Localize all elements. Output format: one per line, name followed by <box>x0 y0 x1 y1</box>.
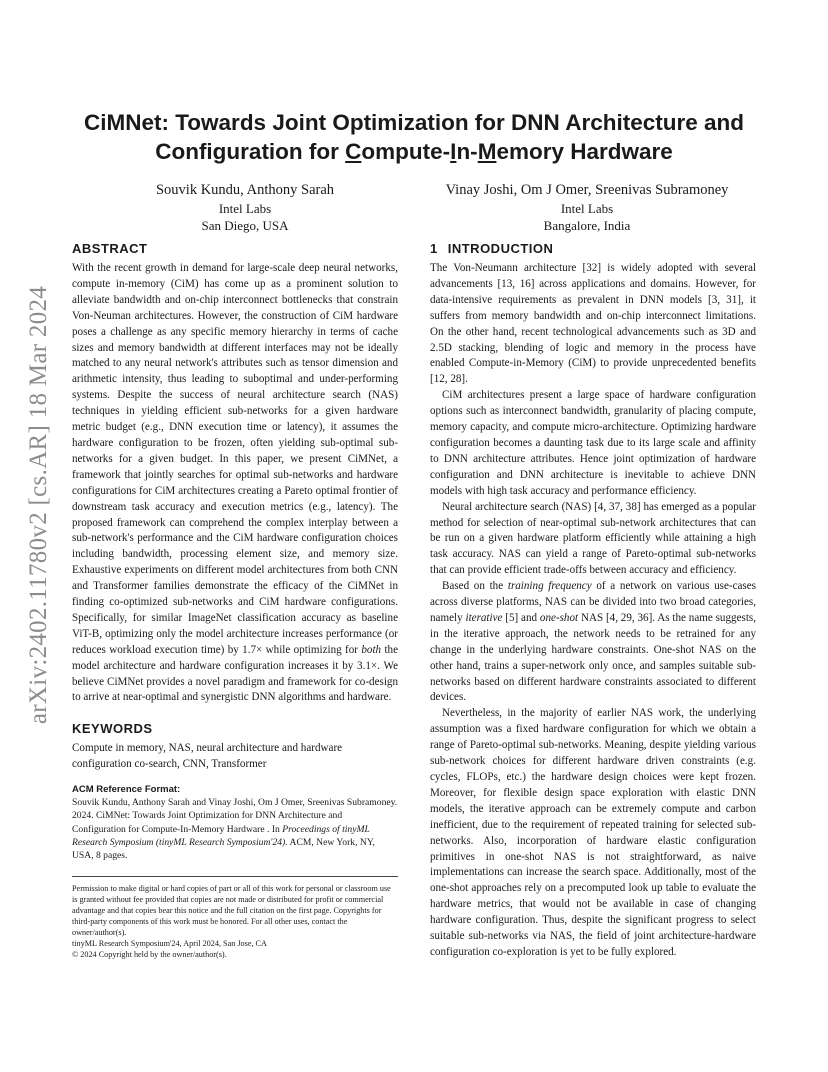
title-part: Configuration for <box>155 139 346 164</box>
intro-paragraph-2: CiM architectures present a large space of hardware configuration options such as interconnect bandwidth, granularity of placing compute, memory capacity, and compute micro-architecture. Optimizing hardware configuration becomes a daunting task due to its large scale and affinity to DNN architecture attributes. Hence joint optimization of hardware configuration and DNN architecture is inevitable to achieve DNN models with high task accuracy and performance efficiency. <box>430 389 756 497</box>
author-location: San Diego, USA <box>201 218 289 233</box>
author-affiliation: Intel Labs <box>560 201 614 216</box>
title-underlined-letter: I <box>450 139 457 164</box>
author-location: Bangalore, India <box>543 218 631 233</box>
acm-reference-part: ACM, New York, NY, USA, 8 pages. <box>72 836 375 861</box>
left-column <box>72 240 398 960</box>
intro-paragraph-4 <box>430 579 756 706</box>
abstract-emphasis: both <box>361 643 382 656</box>
acm-reference-part: Souvik Kundu, Anthony Sarah and Vinay Joshi, Om J Omer, Sreenivas Subramoney. 2024. CiMNet: Towards Joint Optimization for DNN Architecture and Configuration for Compute-In-Memory Hardware . In <box>72 797 398 835</box>
title-underlined-letter: C <box>345 139 362 164</box>
title-part: n- <box>456 139 478 164</box>
arxiv-sidebar <box>10 250 68 760</box>
arxiv-identifier: arXiv:2402.11780v2 [cs.AR] 18 Mar 2024 <box>25 285 52 725</box>
paragraph-part: NAS [4, 29, 36]. As the name suggests, in the iterative approach, the network needs to be retrained for any change in the underlying hardware constraints. One-shot NAS on the other hand, trains a super-network only once, and samples suitable sub-networks based on different hardware constraints associated to different devices. <box>430 611 756 704</box>
conference-info: tinyML Research Symposium'24, April 2024, San Jose, CA <box>72 939 267 949</box>
author-names: Souvik Kundu, Anthony Sarah <box>155 182 335 198</box>
right-column <box>430 240 756 961</box>
title-underlined-letter: M <box>477 139 497 164</box>
acm-reference-heading: ACM Reference Format: <box>72 784 181 796</box>
author-block-right <box>414 180 760 234</box>
title-part: ompute- <box>361 139 451 164</box>
intro-paragraph-1: The Von-Neumann architecture [32] is widely adopted with several advancements [13, 16] across applications and domains. However, for data-intensive requirements as prevalent in DNN models [3, 31], it suffers from memory bandwidth and on-chip interconnect limitations. On the other hand, recent technological advancements such as 3D and 2.5D stacking, blending of logic and memory in the process have enabled Compute-in-Memory (CiM) to provide unprecedented benefits [12, 28]. <box>430 262 756 386</box>
author-block-left <box>112 180 378 234</box>
intro-paragraph-5: Nevertheless, in the majority of earlier NAS work, the underlying assumption was a fixed hardware configuration for which we obtain a range of Pareto-optimal sub-networks. Meaning, despite yielding various sub-network choices for different hardware driven constraints (e.g. cycles, FLOPs, etc.) the hardware design choices were kept frozen. Moreover, for flexible design space exploration with elastic DNN models, the iterative approach can be extremely compute and carbon inefficient, due to the requirement of repeated training for selected sub-networks. Also, incorporation of hardware elastic configuration primitives in one-shot NAS is not straightforward, as naive implementations can increase the search space. Additionally, most of the one-shot approaches rely on a precomputed look up table to evaluate the hardware metrics, that would not be available in case of changing hardware configuration. Thus, despite the significant progress to select suitable sub-networks via NAS, the field of joint architecture-hardware configuration co-exploration is yet to be fully explored. <box>430 707 756 958</box>
permission-notice: Permission to make digital or hard copies of part or all of this work for personal or classroom use is granted without fee provided that copies are not made or distributed for profit or commercial advantage and that copies bear this notice and the full citation on the first page. Copyrights for third-party components of this work must be honored. For all other uses, contact the owner/author(s). <box>72 884 391 938</box>
emphasis-iterative: iterative <box>465 611 503 624</box>
abstract-text-part: the model architecture and hardware configuration increases it by 3.1×. We believe CiMNet provides a novel paradigm and framework for co-design to arrive at near-optimal and synergistic DNN algorithms and hardware. <box>72 643 398 704</box>
author-names: Vinay Joshi, Om J Omer, Sreenivas Subramoney <box>445 182 729 198</box>
abstract-heading: ABSTRACT <box>72 241 148 256</box>
keywords-heading: KEYWORDS <box>72 721 153 737</box>
title-line-2 <box>80 137 748 166</box>
paragraph-part: [5] and <box>505 611 538 624</box>
paper-title <box>80 108 748 166</box>
keywords-text: Compute in memory, NAS, neural architecture and hardware configuration co-search, CNN, Transformer <box>72 742 343 771</box>
paragraph-part: of a network on various use-cases across diverse platforms, NAS can be divided into two broad categories, namely <box>430 580 756 624</box>
emphasis-training-frequency: training frequency <box>507 580 592 593</box>
abstract-text <box>72 261 398 706</box>
author-affiliation: Intel Labs <box>218 201 272 216</box>
abstract-text-part: With the recent growth in demand for large-scale deep neural networks, compute in-memory (CiM) has come up as a prominent solution to alleviate bandwidth and on-chip interconnect bottlenecks that constrain Von-Neuman architectures. However, the construction of CiM hardware poses a challenge as any specific memory hierarchy in terms of cache sizes and memory bandwidth at different interfaces may not be ideally matched to any neural network's attributes such as tensor dimension and arithmetic intensity, thus leading to suboptimal and under-performing systems. Despite the success of neural architecture search (NAS) techniques in yielding efficient sub-networks for a given hardware metric budget (e.g., DNN execution time or latency), it assumes the hardware configuration to be frozen, often yielding sub-optimal sub-networks for a given budget. In this paper, we present CiMNet, a framework that jointly searches for optimal sub-networks and hardware configurations for CiM architectures creating a Pareto optimal frontier of downstream task accuracy and execution metrics (e.g., latency). The proposed framework can comprehend the complex interplay between a sub-network's performance and the CiM hardware configuration choices including bandwidth, processing element size, and memory size. Exhaustive experiments on different model architectures from both CNN and Transformer families demonstrate the efficacy of the CiMNet in finding co-optimized sub-networks and CiM hardware configurations. Specifically, for similar ImageNet classification accuracy as baseline ViT-B, optimizing only the model architecture increases performance (or reduces workload execution time) by 1.7× while optimizing for <box>72 262 398 656</box>
title-line-1: CiMNet: Towards Joint Optimization for DNN Architecture and <box>83 110 745 135</box>
footnote-rule <box>72 876 398 877</box>
introduction-heading <box>430 240 756 257</box>
intro-paragraph-3: Neural architecture search (NAS) [4, 37, 38] has emerged as a popular method for selection of near-optimal sub-network architectures that can be run on a given hardware platform efficiently while attaining a high task accuracy. NAS can yield a range of Pareto-optimal sub-networks that can provide efficient trade-offs between accuracy and efficiency. <box>430 500 756 577</box>
section-title: INTRODUCTION <box>447 241 554 256</box>
emphasis-one-shot: one-shot <box>539 611 579 624</box>
copyright-notice: © 2024 Copyright held by the owner/author(s). <box>72 950 227 960</box>
section-number: 1 <box>430 241 438 256</box>
acm-reference-proceedings: Proceedings of tinyML Research Symposium (tinyML Research Symposium'24). <box>72 823 370 848</box>
acm-reference-text <box>72 796 398 862</box>
paragraph-part: Based on the <box>442 580 504 593</box>
title-part: emory Hardware <box>496 139 673 164</box>
